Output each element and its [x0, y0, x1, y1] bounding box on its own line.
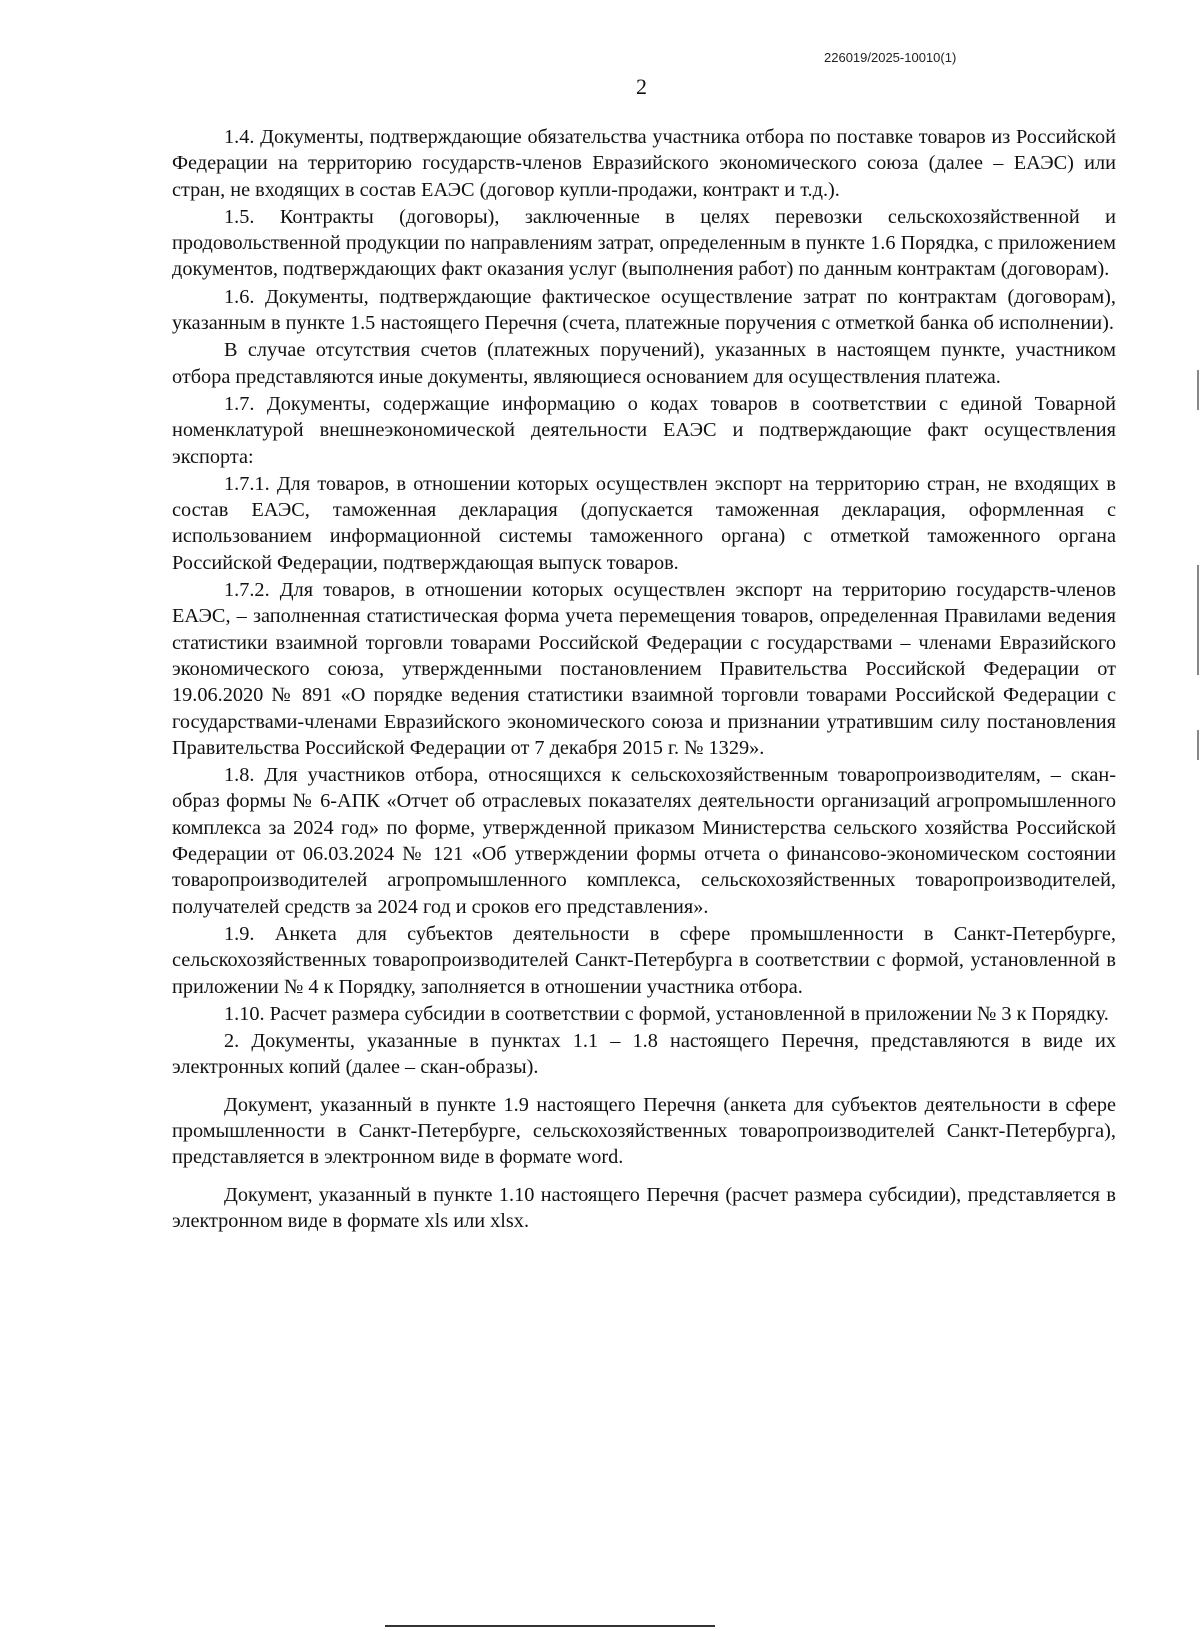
- paragraph-1-4: 1.4. Документы, подтверждающие обязательства участника отбора по поставке товаров из Российской Федерации на территорию государств-членов Евразийского экономического союза (далее – ЕАЭС) или стран, не входящих в состав ЕАЭС (договор купли-продажи, контракт и т.д.).: [172, 126, 1116, 201]
- scan-edge-mark: [1197, 370, 1199, 410]
- page-number: 2: [636, 74, 647, 99]
- scan-edge-mark: [1197, 730, 1199, 760]
- paragraph-1-9: 1.9. Анкета для субъектов деятельности в сфере промышленности в Санкт-Петербурге, сельскохозяйственных товаропроизводителей Санкт-Петербурга в соответствии с формой, установленной в приложении № 4 к Порядку, заполняется в отношении участника отбора.: [172, 922, 1116, 998]
- scan-bottom-line: [385, 1625, 715, 1627]
- paragraph-1-7-2: 1.7.2. Для товаров, в отношении которых осуществлен экспорт на территорию государств-членов ЕАЭС, – заполненная статистическая форма учета перемещения товаров, определенная Правилами ведения статистики взаимной торговли товарами Российской Федерации с государствами – членами Евразийского экономического союза, утвержденными постановлением Правительства Российской Федерации от 19.06.2020 № 891 «О порядке ведения статистики взаимной торговли товарами Российской Федерации с государствами-членами Евразийского экономического союза и признании утратившим силу постановления Правительства Российской Федерации от 7 декабря 2015 г. № 1329».: [172, 579, 1116, 759]
- paragraph-1-10: 1.10. Расчет размера субсидии в соответствии с формой, установленной в приложении № 3 к Порядку.: [224, 1002, 1109, 1025]
- paragraph-1-7-1: 1.7.1. Для товаров, в отношении которых осуществлен экспорт на территорию стран, не входящих в состав ЕАЭС, таможенная декларация (допускается таможенная декларация, оформленная с использованием информационной системы таможенного органа) с отметкой таможенного органа Российской Федерации, подтверждающая выпуск товаров.: [172, 472, 1116, 574]
- paragraph-payment-note: В случае отсутствия счетов (платежных поручений), указанных в настоящем пункте, участником отбора представляются иные документы, являющиеся основанием для осуществления платежа.: [172, 339, 1116, 388]
- document-number: 226019/2025-10010(1): [824, 50, 957, 65]
- paragraph-xls-format: Документ, указанный в пункте 1.10 настоящего Перечня (расчет размера субсидии), представляется в электронном виде в формате xls или xlsx.: [172, 1183, 1116, 1232]
- paragraph-1-8: 1.8. Для участников отбора, относящихся к сельскохозяйственным товаропроизводителям, – скан-образ формы № 6-АПК «Отчет об отраслевых показателях деятельности организаций агропромышленного комплекса за 2024 год» по форме, утвержденной приказом Министерства сельского хозяйства Российской Федерации от 06.03.2024 № 121 «Об утверждении формы отчета о финансово-экономическом состоянии товаропроизводителей агропромышленного комплекса, сельскохозяйственных товаропроизводителей, получателей средств за 2024 год и сроков его представления».: [172, 764, 1116, 918]
- paragraph-1-5: 1.5. Контракты (договоры), заключенные в целях перевозки сельскохозяйственной и продовольственной продукции по направлениям затрат, определенным в пункте 1.6 Порядка, с приложением документов, подтверждающих факт оказания услуг (выполнения работ) по данным контрактам (договорам).: [172, 205, 1116, 281]
- paragraph-word-format: Документ, указанный в пункте 1.9 настоящего Перечня (анкета для субъектов деятельности в сфере промышленности в Санкт-Петербурге, сельскохозяйственных товаропроизводителей Санкт-Петербурга), представляется в электронном виде в формате word.: [172, 1093, 1116, 1169]
- scan-edge-mark: [1197, 565, 1199, 675]
- paragraph-1-6: 1.6. Документы, подтверждающие фактическое осуществление затрат по контрактам (договорам), указанным в пункте 1.5 настоящего Перечня (счета, платежные поручения с отметкой банка об исполнении).: [172, 285, 1116, 335]
- paragraph-1-7: 1.7. Документы, содержащие информацию о кодах товаров в соответствии с единой Товарной номенклатурой внешнеэкономической деятельности ЕАЭС и подтверждающие факт осуществления экспорта:: [172, 392, 1116, 468]
- paragraph-2: 2. Документы, указанные в пунктах 1.1 – 1.8 настоящего Перечня, представляются в виде их электронных копий (далее – скан-образы).: [172, 1030, 1116, 1079]
- document-body: [172, 124, 1116, 1234]
